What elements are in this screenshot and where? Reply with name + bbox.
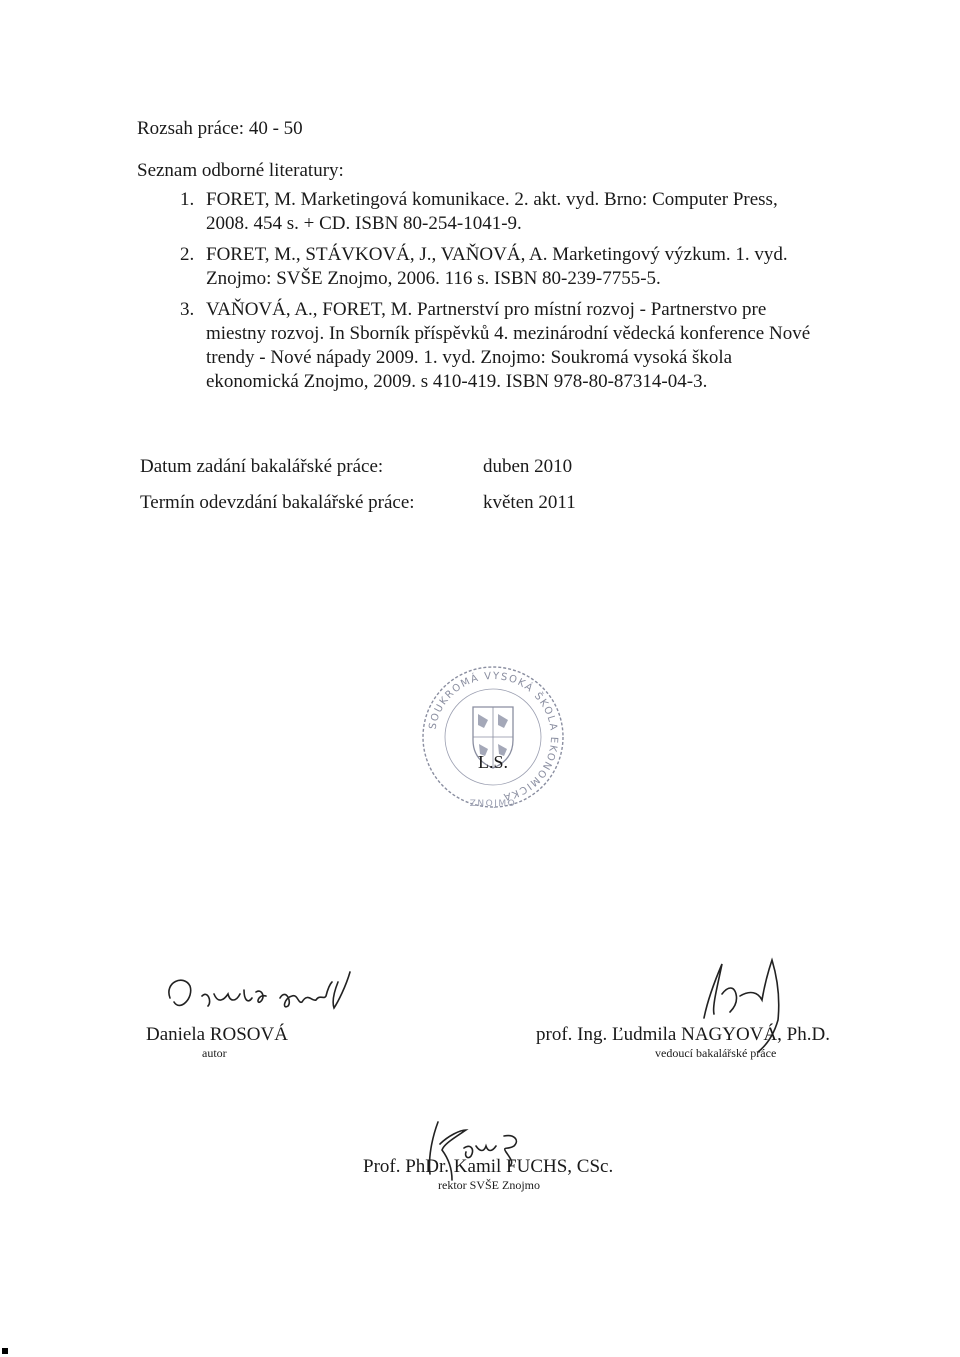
seal-label: L.S.	[478, 752, 509, 772]
author-signature	[162, 968, 392, 1028]
thesis-scope: Rozsah práce: 40 - 50	[137, 118, 303, 139]
supervisor-name: prof. Ing. Ľudmila NAGYOVÁ, Ph.D.	[536, 1024, 830, 1045]
literature-item-line: trendy - Nové nápady 2009. 1. vyd. Znojmo: Soukromá vysoká škola	[206, 347, 733, 368]
literature-item-line: ekonomická Znojmo, 2009. s 410-419. ISBN 978-80-87314-04-3.	[206, 371, 708, 392]
rector-name: Prof. PhDr. Kamil FUCHS, CSc.	[363, 1156, 614, 1177]
literature-item-line: FORET, M. Marketingová komunikace. 2. akt. vyd. Brno: Computer Press,	[206, 189, 778, 210]
literature-item-line: FORET, M., STÁVKOVÁ, J., VAŇOVÁ, A. Marketingový výzkum. 1. vyd.	[206, 244, 788, 265]
deadline-date-label: Termín odevzdání bakalářské práce:	[140, 492, 415, 513]
literature-item	[180, 243, 820, 291]
school-seal	[418, 662, 568, 812]
author-name: Daniela ROSOVÁ	[146, 1024, 288, 1045]
seal-bottom-text: ZNOJMO	[469, 799, 517, 809]
literature-list	[180, 188, 820, 394]
literature-item	[180, 188, 820, 236]
literature-item-line: 2008. 454 s. + CD. ISBN 80-254-1041-9.	[206, 213, 522, 234]
literature-item-number: 1.	[180, 189, 195, 210]
literature-item-line: VAŇOVÁ, A., FORET, M. Partnerství pro místní rozvoj - Partnerstvo pre	[206, 299, 767, 320]
seal-ring-text: SOUKROMÁ VYSOKÁ ŠKOLA EKONOMICKÁ	[427, 670, 560, 803]
deadline-date-value: květen 2011	[483, 492, 576, 513]
author-role: autor	[202, 1046, 227, 1060]
literature-item-number: 2.	[180, 244, 195, 265]
literature-heading: Seznam odborné literatury:	[137, 160, 344, 181]
assignment-date-value: duben 2010	[483, 456, 573, 477]
supervisor-role: vedoucí bakalářské práce	[655, 1046, 777, 1060]
assignment-date-label: Datum zadání bakalářské práce:	[140, 456, 384, 477]
literature-item-number: 3.	[180, 299, 195, 320]
rector-role: rektor SVŠE Znojmo	[438, 1178, 540, 1192]
literature-item-line: miestny rozvoj. In Sborník příspěvků 4. mezinárodní vědecká konference Nové	[206, 323, 811, 344]
literature-item	[180, 298, 820, 394]
assignment-date-row	[140, 456, 573, 478]
deadline-date-row	[140, 492, 576, 514]
literature-item-line: Znojmo: SVŠE Znojmo, 2006. 116 s. ISBN 80-239-7755-5.	[206, 268, 661, 289]
scan-mark	[2, 1348, 8, 1354]
